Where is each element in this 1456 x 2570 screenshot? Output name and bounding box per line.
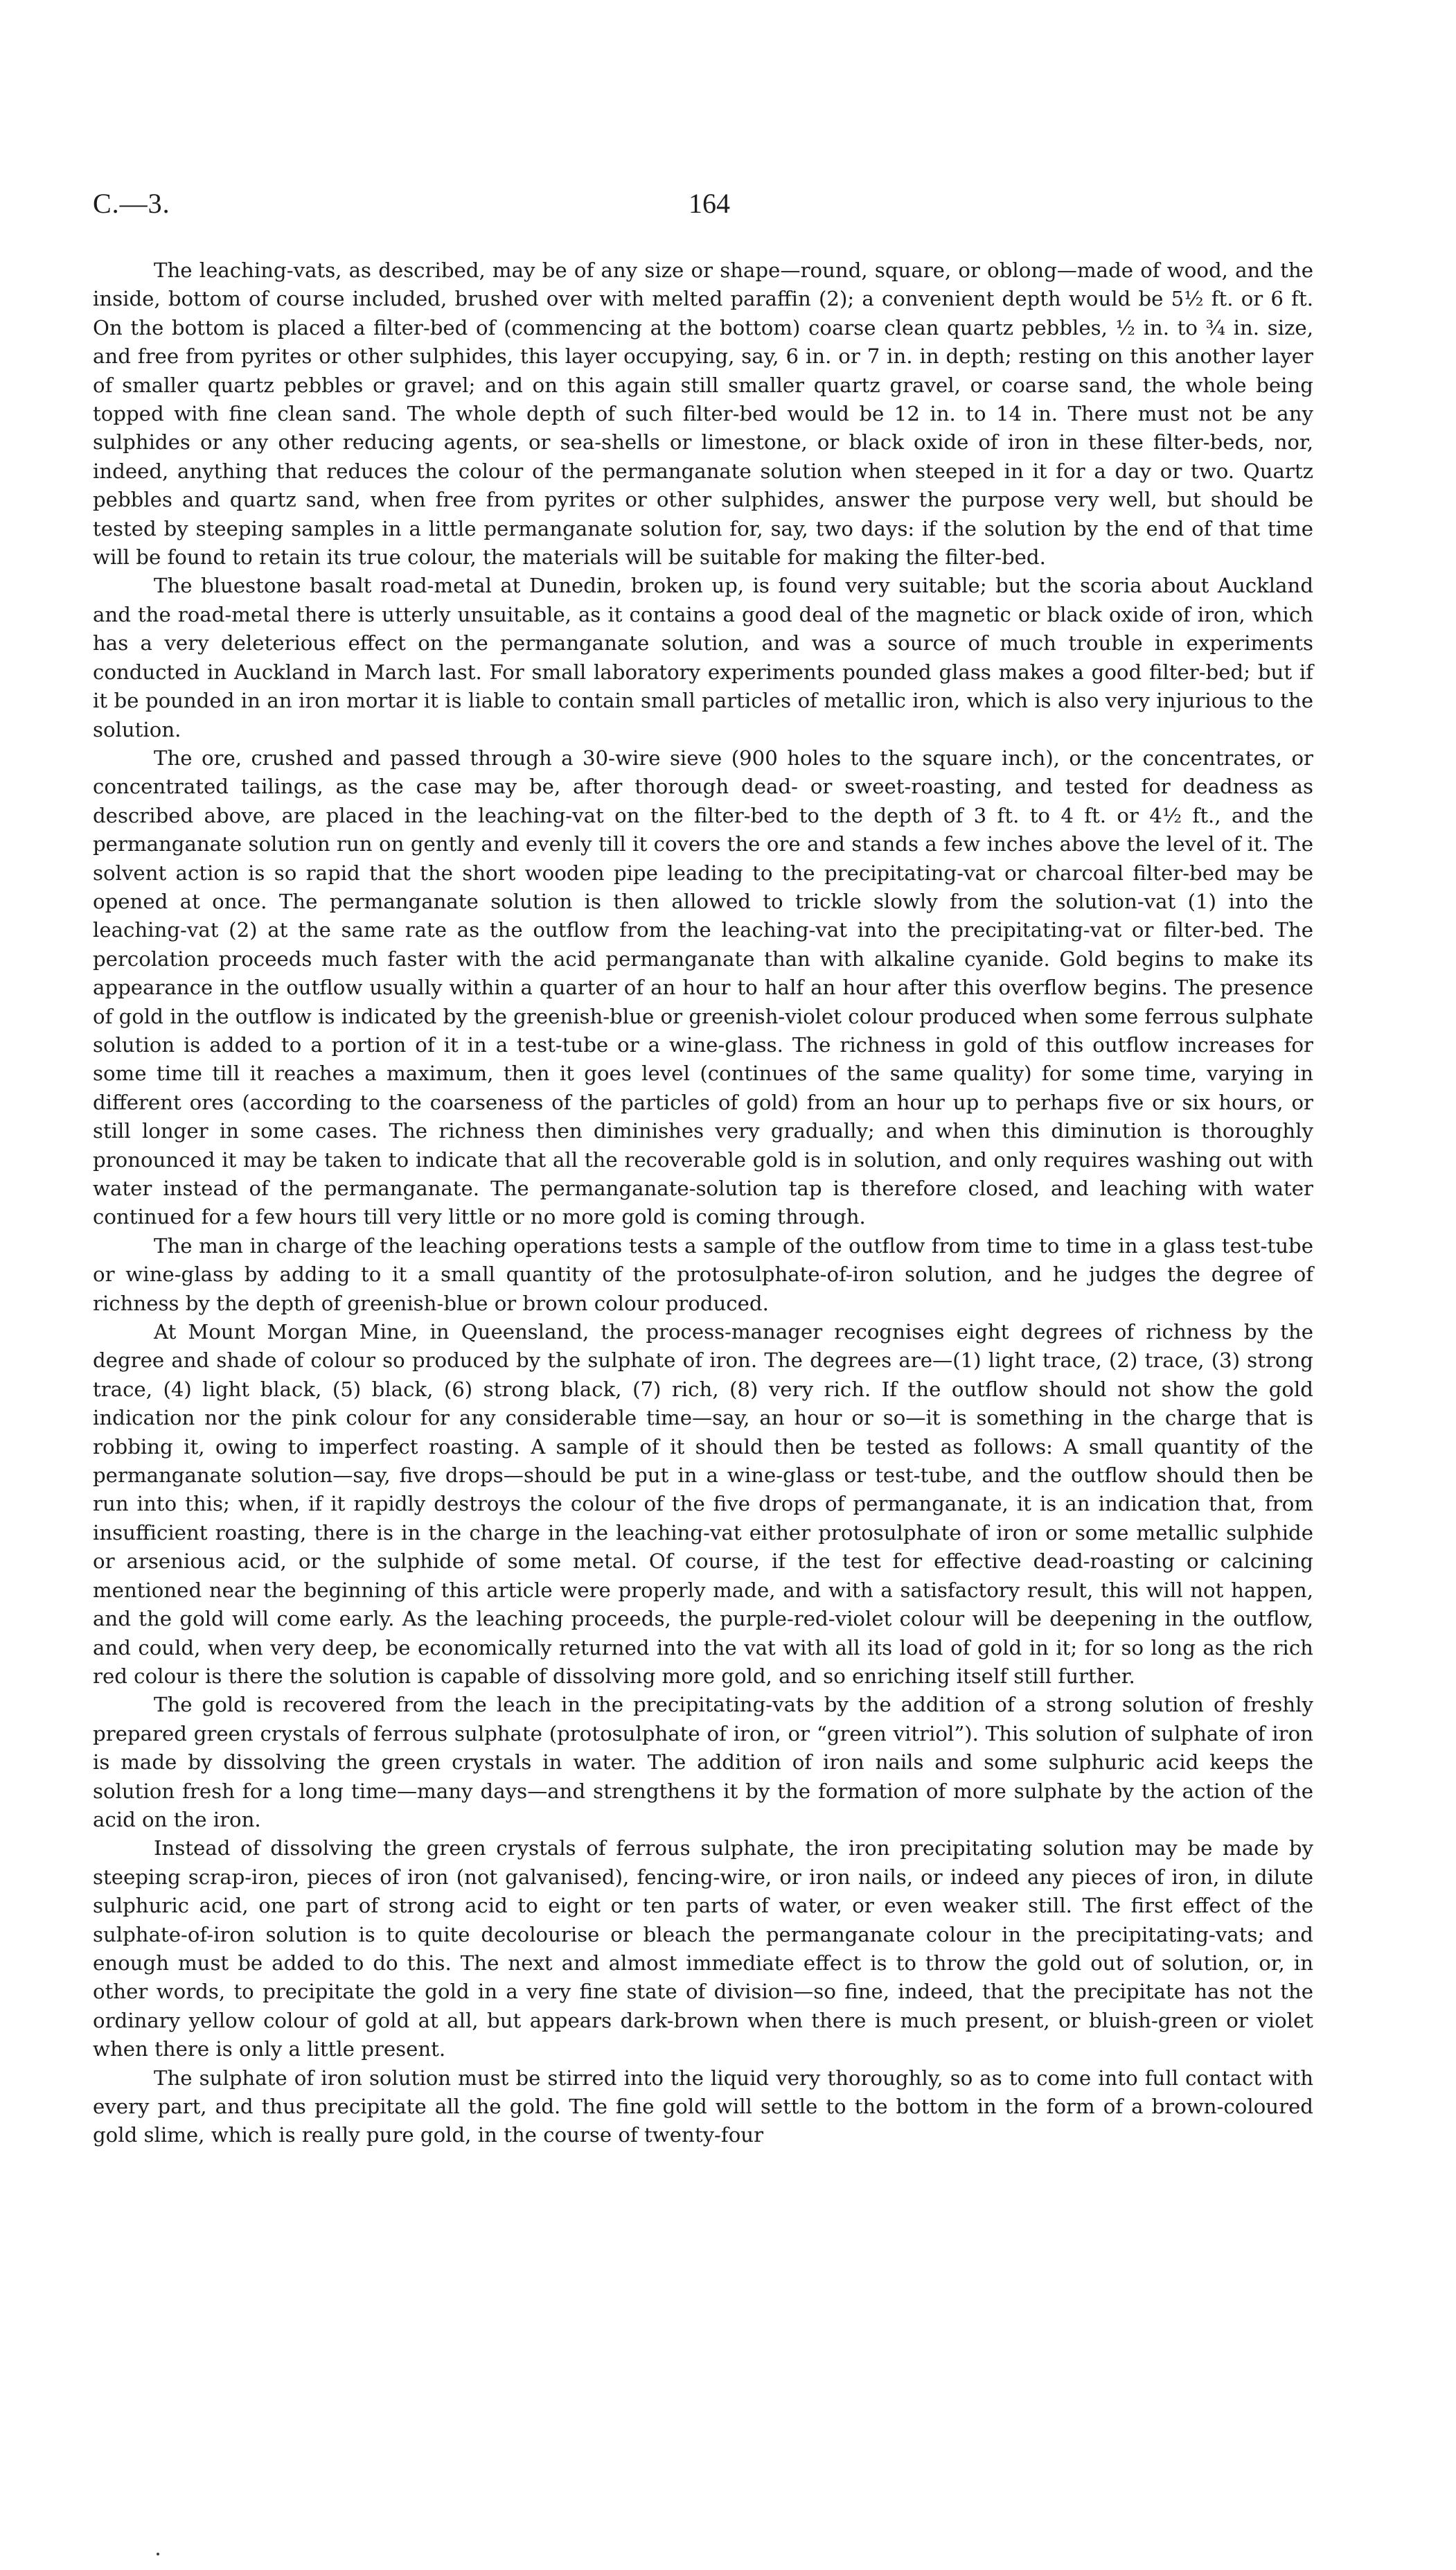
paragraph-bluestone-basalt: The bluestone basalt road-metal at Dunedin, broken up, is found very suitable; but the scoria about Auckland and the road-metal there is utterly unsuitable, as it contains a good deal of the magnetic or black oxide of iron, which has a very deleterious effect on the permanganate solution, and was a source of much trouble in experiments conducted in Auckland in March last. For small laboratory experiments pounded glass makes a good filter-bed; but if it be pounded in an iron mortar it is liable to contain small particles of metallic iron, which is also very injurious to the solution.	[93, 574, 1313, 741]
page-reference: C.—3.	[93, 188, 170, 219]
page-number: 164	[689, 188, 730, 219]
paragraph-instead-of-dissolving: Instead of dissolving the green crystals of ferrous sulphate, the iron precipitating solution may be made by steeping scrap-iron, pieces of iron (not galvanised), fencing-wire, or iron nails, or indeed any pieces of iron, in dilute sulphuric acid, one part of strong acid to eight or ten parts of water, or even weaker still. The first effect of the sulphate-of-iron solution is to quite decolourise or bleach the permanganate colour in the precipitating-vats; and enough must be added to do this. The next and almost immediate effect is to throw the gold out of solution, or, in other words, to precipitate the gold in a very fine state of division—so fine, indeed, that the precipitate has not the ordinary yellow colour of gold at all, but appears dark-brown when there is much present, or bluish-green or violet when there is only a little present.	[93, 1836, 1313, 2061]
paragraph-gold-recovered: The gold is recovered from the leach in the precipitating-vats by the addition of a strong solution of freshly prepared green crystals of ferrous sulphate (protosulphate of iron, or “green vitriol”). This solution of sulphate of iron is made by dissolving the green crystals in water. The addition of iron nails and some sulphuric acid keeps the solution fresh for a long time—many days—and strengthens it by the formation of more sulphate by the action of the acid on the iron.	[93, 1693, 1313, 1831]
paragraph-leaching-vats: The leaching-vats, as described, may be of any size or shape—round, square, or oblong—made of wood, and the inside, bottom of course included, brushed over with melted paraffin (2); a convenient depth would be 5½ ft. or 6 ft. On the bottom is placed a filter-bed of (commencing at the bottom) coarse clean quartz pebbles, ½ in. to ¾ in. size, and free from pyrites or other sulphides, this layer occupying, say, 6 in. or 7 in. in depth; resting on this another layer of smaller quartz pebbles or gravel; and on this again still smaller quartz gravel, or coarse sand, the whole being topped with fine clean sand. The whole depth of such filter-bed would be 12 in. to 14 in. There must not be any sulphides or any other reducing agents, or sea-shells or limestone, or black oxide of iron in these filter-beds, nor, indeed, anything that reduces the colour of the permanganate solution when steeped in it for a day or two. Quartz pebbles and quartz sand, when free from pyrites or other sulphides, answer the purpose very well, but should be tested by steeping samples in a little permanganate solution for, say, two days: if the solution by the end of that time will be found to retain its true colour, the materials will be suitable for making the filter-bed.	[93, 258, 1313, 570]
paragraph-ore-crushed: The ore, crushed and passed through a 30-wire sieve (900 holes to the square inch), or the concentrates, or concentrated tailings, as the case may be, after thorough dead- or sweet-roasting, and tested for deadness as described above, are placed in the leaching-vat on the filter-bed to the depth of 3 ft. to 4 ft. or 4½ ft., and the permanganate solution run on gently and evenly till it covers the ore and stands a few inches above the level of it. The solvent action is so rapid that the short wooden pipe leading to the precipitating-vat or charcoal filter-bed may be opened at once. The permanganate solution is then allowed to trickle slowly from the solution-vat (1) into the leaching-vat (2) at the same rate as the outflow from the leaching-vat into the precipitating-vat or filter-bed. The percolation proceeds much faster with the acid permanganate than with alkaline cyanide. Gold begins to make its appearance in the outflow usually within a quarter of an hour to half an hour after this overflow begins. The presence of gold in the outflow is indicated by the greenish-blue or greenish-violet colour produced when some ferrous sulphate solution is added to a portion of it in a test-tube or a wine-glass. The richness in gold of this outflow increases for some time till it reaches a maximum, then it goes level (continues of the same quality) for some time, varying in different ores (according to the coarseness of the particles of gold) from an hour up to perhaps five or six hours, or still longer in some cases. The richness then diminishes very gradually; and when this diminution is thoroughly pronounced it may be taken to indicate that all the recoverable gold is in solution, and only requires washing out with water instead of the permanganate. The permanganate-solution tap is therefore closed, and leaching with water continued for a few hours till very little or no more gold is coming through.	[93, 746, 1313, 1229]
paragraph-man-in-charge: The man in charge of the leaching operations tests a sample of the outflow from time to time in a glass test-tube or wine-glass by adding to it a small quantity of the protosulphate-of-iron solution, and he judges the degree of richness by the depth of greenish-blue or brown colour produced.	[93, 1233, 1313, 1315]
paragraph-mount-morgan: At Mount Morgan Mine, in Queensland, the process-manager recognises eight degrees of richness by the degree and shade of colour so produced by the sulphate of iron. The degrees are—(1) light trace, (2) trace, (3) strong trace, (4) light black, (5) black, (6) strong black, (7) rich, (8) very rich. If the outflow should not show the gold indication nor the pink colour for any considerable time—say, an hour or so—it is something in the charge that is robbing it, owing to imperfect roasting. A sample of it should then be tested as follows: A small quantity of the permanganate solution—say, five drops—should be put in a wine-glass or test-tube, and the outflow should then be run into this; when, if it rapidly destroys the colour of the five drops of permanganate, it is an indication that, from insufficient roasting, there is in the charge in the leaching-vat either protosulphate of iron or some metallic sulphide or arsenious acid, or the sulphide of some metal. Of course, if the test for effective dead-roasting or calcining mentioned near the beginning of this article were properly made, and with a satisfactory result, this will not happen, and the gold will come early. As the leaching proceeds, the purple-red-violet colour will be deepening in the outflow, and could, when very deep, be economically returned into the vat with all its load of gold in it; for so long as the rich red colour is there the solution is capable of dissolving more gold, and so enriching itself still further.	[93, 1320, 1313, 1688]
page-header	[93, 187, 1313, 243]
paragraph-sulphate-stirred: The sulphate of iron solution must be stirred into the liquid very thoroughly, so as to come into full contact with every part, and thus precipitate all the gold. The fine gold will settle to the bottom in the form of a brown-coloured gold slime, which is really pure gold, in the course of twenty-four	[93, 2066, 1313, 2147]
body-text	[93, 256, 1313, 2150]
stray-ink-mark	[157, 2553, 159, 2555]
